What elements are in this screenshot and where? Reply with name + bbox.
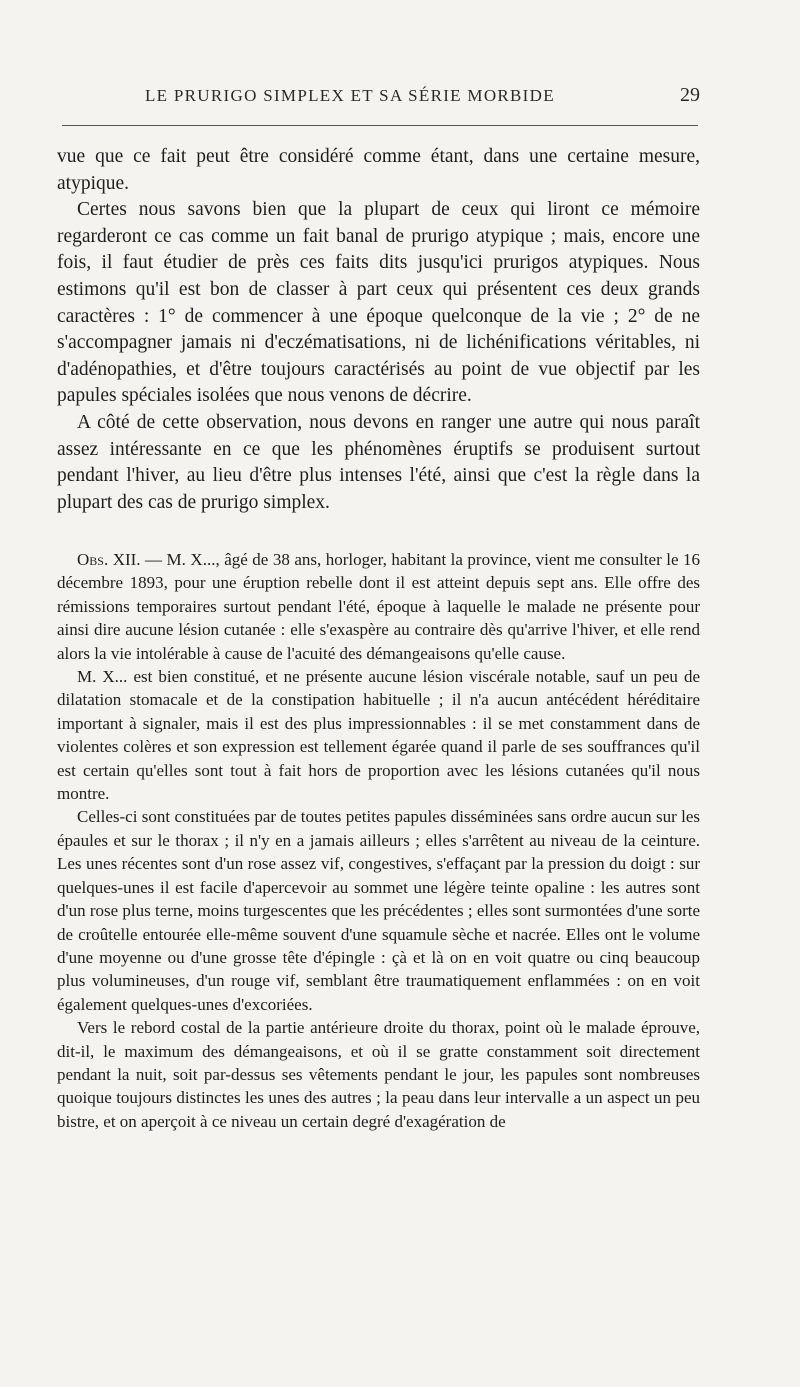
paragraph: Certes nous savons bien que la plupart de ceux qui liront ce mémoire regarderont ce cas comme un fait banal de prurigo atypique ; mais, encore une fois, il faut étudier de près ces faits dits jusqu'ici prurigos atypiques. Nous estimons qu'il est bon de classer à part ceux qui présentent ces deux grands caractères : 1° de commencer à une époque quelconque de la vie ; 2° de ne s'accompagner jamais ni d'eczématisations, ni de lichénifications véritables, ni d'adénopathies, et d'être toujours caractérisés au point de vue objectif par les papules spéciales isolées que nous venons de décrire.	[57, 199, 700, 407]
paragraph: A côté de cette observation, nous devons en ranger une autre qui nous paraît assez intéressante en ce que les phénomènes éruptifs se produisent surtout pendant l'hiver, au lieu d'être plus intenses l'été, ainsi que c'est la règle dans la plupart des cas de prurigo simplex.	[57, 411, 700, 513]
paragraph: M. X... est bien constitué, et ne présente aucune lésion viscérale notable, sauf un peu de dilatation stomacale et de la constipation habituelle ; il n'a aucun antécédent héréditaire important à signaler, mais il est des plus impressionnables : il se met constamment dans de violentes colères et son expression est tellement égarée quand il parle de ses souffrances qu'il est certain qu'elles sont tout à fait hors de proportion avec les lésions cutanées qu'il nous montre.	[57, 667, 700, 804]
running-title: LE PRURIGO SIMPLEX ET SA SÉRIE MORBIDE	[145, 86, 555, 105]
paragraph: Vers le rebord costal de la partie antérieure droite du thorax, point où le malade éprouve, dit-il, le maximum des démangeaisons, et où il se gratte constamment soit directement pendant la nuit, soit par-dessus ses vêtements pendant le jour, les papules sont nombreuses quoique toujours distinctes les unes des autres ; la peau dans leur intervalle a un aspect un peu bistre, et on aperçoit à ce niveau un certain degré d'exagération de	[57, 1018, 700, 1131]
running-head	[57, 86, 700, 112]
observation-text	[57, 548, 700, 1133]
main-text	[57, 144, 700, 516]
page-number: 29	[680, 84, 700, 106]
observation-label: Obs. XII.	[77, 550, 141, 569]
paragraph: vue que ce fait peut être considéré comme étant, dans une certaine mesure, atypique.	[57, 146, 700, 194]
observation-body: — M. X..., âgé de 38 ans, horloger, habitant la province, vient me consulter le 16 décembre 1893, pour une éruption rebelle dont il est atteint depuis sept ans. Elle offre des rémissions temporaires surtout pendant l'été, époque à laquelle le malade ne présente pour ainsi dire aucune lésion cutanée : elle s'exaspère au contraire dès qu'arrive l'hiver, et elle rend alors la vie intolérable à cause de l'acuité des démangeaisons qu'elle cause.	[57, 550, 700, 663]
header-rule	[62, 125, 698, 126]
observation-paragraph	[57, 548, 700, 665]
paragraph: Celles-ci sont constituées par de toutes petites papules disséminées sans ordre aucun sur les épaules et sur le thorax ; il n'y en a jamais ailleurs ; elles s'arrêtent au niveau de la ceinture. Les unes récentes sont d'un rose assez vif, congestives, s'effaçant par la pression du doigt : sur quelques-unes il est facile d'apercevoir au sommet une légère teinte opaline : les autres sont d'un rose plus terne, moins turgescentes que les précédentes ; elles sont surmontées d'une sorte de croûtelle entourée elle-même souvent d'une squamule sèche et nacrée. Elles ont le volume d'une moyenne ou d'une grosse tête d'épingle : çà et là on en voit quatre ou cinq beaucoup plus volumineuses, d'un rouge vif, semblant être traumatiquement enflammées : on en voit également quelques-unes d'excoriées.	[57, 807, 700, 1014]
